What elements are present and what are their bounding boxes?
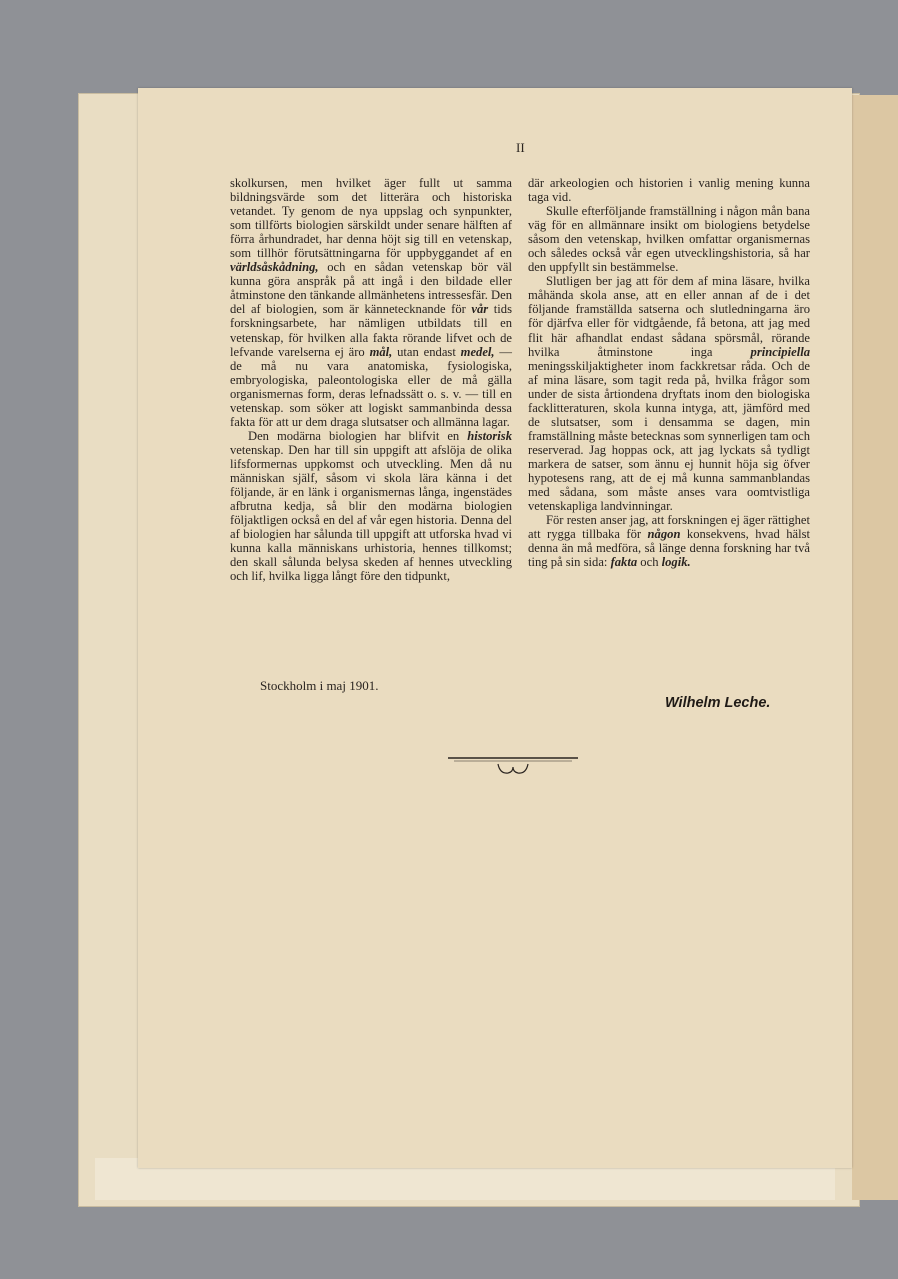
place-date: Stockholm i maj 1901. — [260, 678, 379, 693]
paragraph: skolkursen, men hvilket äger fullt ut samma bildningsvärde som det litterära och historiska vetandet. Ty genom de nya uppslag och synpunkter, som tillförts biologien särskildt under senare hälften af förra århundradet, har denna höjt sig till en vetenskap, som tillhör förutsättningarna för uppbyggandet af en världsåskådning, och en sådan vetenskap bör väl kunna göra anspråk på att ingå i den bildade eller åtminstone den tänkande allmänhetens intressesfär. Den del af biologien, som är kännetecknande för vår tids forskningsarbete, har nämligen utbildats till en vetenskap, för hvilken alla fakta rörande lifvet och de lefvande varelserna ej äro mål, utan endast medel, — de må nu vara anatomiska, fysiologiska, embryologiska, paleontologiska eller de må gälla organismernas form, deras lefnadssätt o. s. v. — till en vetenskap. som söker att logiskt sammanbinda dessa fakta för att ur dem draga slutsatser och allmänna lagar. — [230, 176, 512, 429]
right-text-column — [528, 176, 810, 569]
paragraph: För resten anser jag, att forskningen ej äger rättighet att rygga tillbaka för någon konsekvens, hvad hälst denna än må medföra, så länge denna forskning har två ting på sin sida: fakta och logik. — [528, 513, 810, 570]
end-ornament — [446, 754, 580, 778]
page-number: II — [516, 140, 525, 155]
left-text-column — [230, 176, 512, 583]
author-signature: Wilhelm Leche. — [665, 695, 771, 711]
paragraph: Den modärna biologien har blifvit en historisk vetenskap. Den har till sin uppgift att afslöja de olika lifsformernas uppkomst och utveckling. Men då nu människan själf, såsom vi skola lära känna i det följande, är en länk i organismernas långa, ingenstädes afbrutna kedja, så blir den modärna biologien följaktligen också en del af vår egen historia. Denna del af biologien har sålunda till uppgift att utforska hvad vi kunna kalla människans urhistoria, hennes tillkomst; den skall sålunda belysa skeden af hennes utveckling och lif, hvilka ligga långt före den tidpunkt, — [230, 428, 512, 584]
paragraph: Skulle efterföljande framställning i någon mån bana väg för en allmännare insikt om biologiens betydelse såsom den vetenskap, hvilken omfattar organismernas och således också vår egen utvecklingshistoria, så har den uppfyllt sin bestämmelse. — [528, 204, 810, 275]
paragraph: där arkeologien och historien i vanlig mening kunna taga vid. — [528, 176, 810, 205]
adjacent-page-edge — [852, 95, 898, 1200]
paragraph: Slutligen ber jag att för dem af mina läsare, hvilka måhända skola anse, att en eller annan af de i det följande framställda satserna och slutledningarna äro för djärfva eller för vidtgående, få betona, att jag med flit här afhandlat endast sådana spörsmål, rörande hvilka åtminstone inga principiella meningsskiljaktigheter inom fackkretsar råda. Och de af mina läsare, som tagit reda på, hvilka frågor som under de sista årtiondena dryftats inom den biologiska facklitteraturen, skola kunna intyga, att, jämförd med de slutsatser, som i densamma se dagen, min framställning måste betecknas som synnerligen tam och reserverad. Jag hoppas ock, att jag lyckats så tydligt markera de satser, som ännu ej hunnit höja sig öfver hypotesens rang, att de ej må kunna sammanblandas med sådana, som måste anses vara oomtvistliga vetenskapliga landvinningar. — [528, 274, 810, 514]
